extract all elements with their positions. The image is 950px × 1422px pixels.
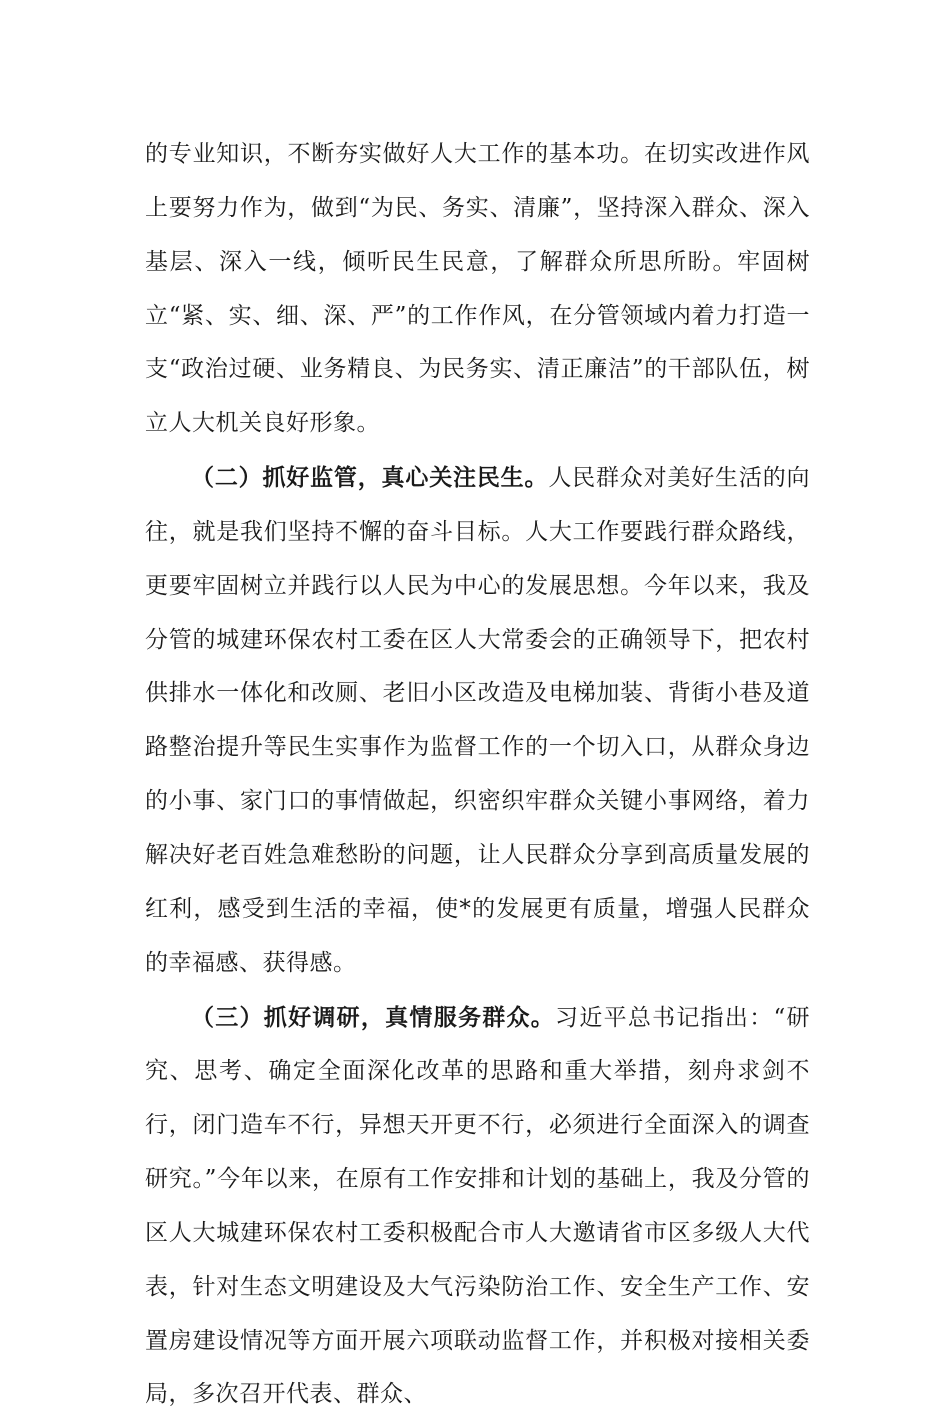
paragraph-text: 人民群众对美好生活的向往，就是我们坚持不懈的奋斗目标。人大工作要践行群众路线，更要牢固树立并践行以人民为中心的发展思想。今年以来，我及分管的城建环保农村工委在区人大常委会的正确领导下，把农村供排水一体化和改厕、老旧小区改造及电梯加装、背街小巷及道路整治提升等民生实事作为监督工作的一个切入口，从群众身边的小事、家门口的事情做起，织密织牢群众关键小事网络，着力解决好老百姓急难愁盼的问题，让人民群众分享到高质量发展的红利，感受到生活的幸福，使*的发展更有质量，增强人民群众的幸福感、获得感。 <box>145 465 810 976</box>
paragraph-supervision <box>145 451 810 990</box>
document-body <box>145 128 810 1422</box>
paragraph-text: 的专业知识，不断夯实做好人大工作的基本功。在切实改进作风上要努力作为，做到“为民、务实、清廉”，坚持深入群众、深入基层、深入一线，倾听民生民意，了解群众所思所盼。牢固树立“紧、实、细、深、严”的工作作风，在分管领域内着力打造一支“政治过硬、业务精良、为民务实、清正廉洁”的干部队伍，树立人大机关良好形象。 <box>145 141 810 436</box>
paragraph-text: 习近平总书记指出：“研究、思考、确定全面深化改革的思路和重大举措，刻舟求剑不行，闭门造车不行，异想天开更不行，必须进行全面深入的调查研究。”今年以来，在原有工作安排和计划的基础上，我及分管的区人大城建环保农村工委积极配合市人大邀请省市区多级人大代表，针对生态文明建设及大气污染防治工作、安全生产工作、安置房建设情况等方面开展六项联动监督工作，并积极对接相关委局，多次召开代表、群众、 <box>145 1005 810 1408</box>
paragraph-continuation <box>145 128 810 451</box>
paragraph-heading: （三）抓好调研，真情服务群众。 <box>191 1004 555 1031</box>
paragraph-heading: （二）抓好监管，真心关注民生。 <box>191 464 548 491</box>
paragraph-research <box>145 991 810 1422</box>
